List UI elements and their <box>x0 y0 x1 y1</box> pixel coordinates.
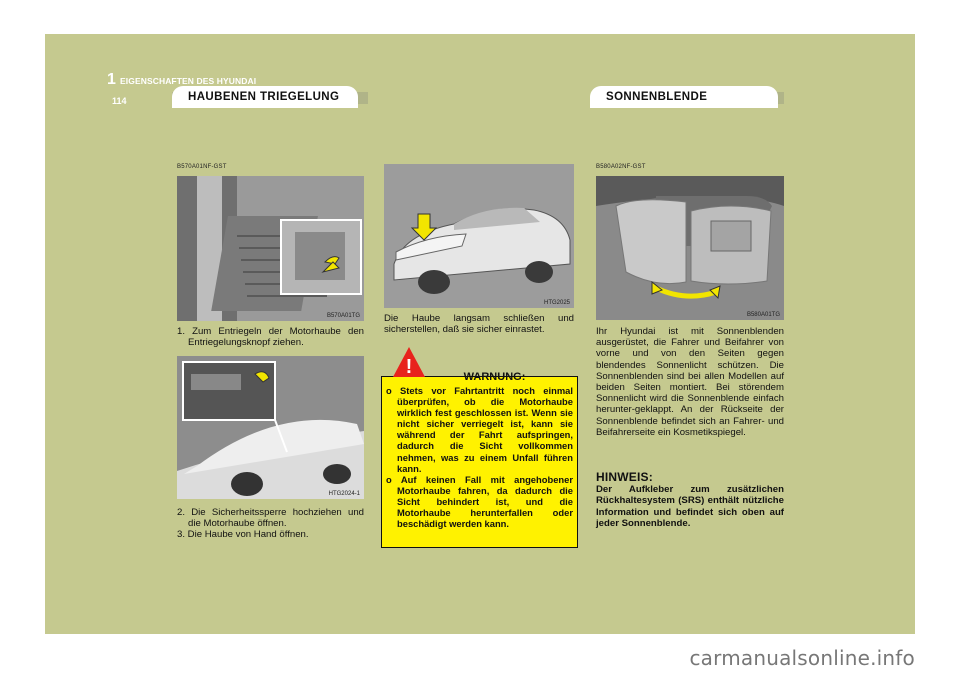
step-2: 2. Die Sicherheitssperre hochziehen und die Motorhaube öffnen. <box>177 507 364 530</box>
step-1: 1. Zum Entriegeln der Motorhaube den Entriegelungsknopf ziehen. <box>177 326 364 349</box>
photo-sun-visor <box>596 176 784 320</box>
ref-code-visor: B580A02NF-GST <box>596 164 646 170</box>
warning-item-1: o Stets vor Fahrtantritt noch einmal überprüfen, ob die Motorhaube wirklich fest geschlossen ist. Wenn sie nicht sicher verriegelt ist, kann sie während der Fahrt aufspringen, dadurch die Sicht vollkommen nehmen, was zu einem Unfall führen kann. <box>386 385 573 474</box>
warning-list <box>386 385 573 529</box>
ref-code-hood: B570A01NF-GST <box>177 164 227 170</box>
photo-code-safety-catch: HTG2024-1 <box>328 491 360 497</box>
page-number: 114 <box>112 96 127 106</box>
close-hood-text: Die Haube langsam schließen und sicherstellen, daß sie sicher einrastet. <box>384 313 574 336</box>
photo-code-release-lever: B570A01TG <box>326 313 360 319</box>
photo-hood-release-lever <box>177 176 364 321</box>
section-title-hood-release: HAUBENEN TRIEGELUNG <box>172 86 358 108</box>
photo-closing-hood <box>384 164 574 308</box>
warning-title: WARNUNG: <box>463 371 526 383</box>
watermark: carmanualsonline.info <box>689 646 915 670</box>
warning-item-2: o Auf keinen Fall mit angehobener Motorhaube fahren, da dadurch die Sicht behindert ist, und die Motorhaube herunterfallen oder beschädigt werden kann. <box>386 473 573 530</box>
note-title: HINWEIS: <box>596 470 653 484</box>
photo-code-closing-hood: HTG2025 <box>543 300 570 306</box>
warning-box <box>381 371 578 548</box>
chapter-title: EIGENSCHAFTEN DES HYUNDAI <box>120 76 257 86</box>
svg-text:!: ! <box>405 356 413 378</box>
chapter-number: 1 <box>107 71 116 88</box>
step-3: 3. Die Haube von Hand öffnen. <box>177 529 309 541</box>
steps-list-2 <box>177 507 364 541</box>
section-title-sun-visor: SONNENBLENDE <box>590 86 778 108</box>
steps-list-1 <box>177 326 364 348</box>
photo-code-sun-visor: B580A01TG <box>746 312 780 318</box>
note-text: Der Aufkleber zum zusätzlichen Rückhaltesystem (SRS) enthält nützliche Information und befindet sich oben auf jeder Sonnenblende. <box>596 484 784 530</box>
photo-safety-catch <box>177 356 364 499</box>
warning-triangle-icon <box>392 346 426 378</box>
sun-visor-text: Ihr Hyundai ist mit Sonnenblenden ausgerüstet, die Fahrer und Beifahrer von vorne und von den Seiten gegen blendendes Sonnenlicht schützen. Die Sonnenblenden sind bei allen Modellen auf beiden Seiten montiert. Bei störendem Sonnenlicht wird die Sonnenblende einfach herunter-geklappt. An der Rückseite der Sonnenblende befindet sich an Fahrer- und Beifahrerseite ein Kosmetikspiegel. <box>596 326 784 438</box>
